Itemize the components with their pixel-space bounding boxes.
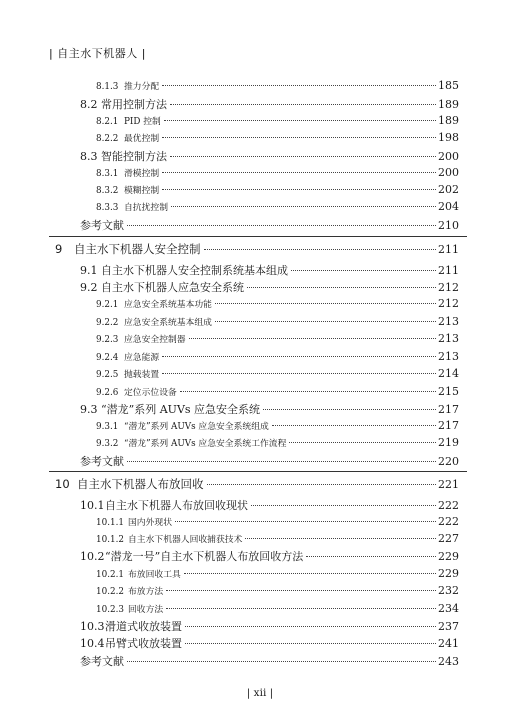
page-number: 241 bbox=[438, 637, 459, 650]
toc-row-8-2-1 bbox=[96, 114, 459, 127]
toc-row-references bbox=[80, 217, 459, 233]
section-number: 8.2.1 bbox=[96, 117, 119, 127]
section-number: 10.2.2 bbox=[96, 587, 124, 597]
page-number: 215 bbox=[438, 385, 459, 398]
section-title: 参考文献 bbox=[80, 655, 124, 668]
chapter-divider bbox=[49, 471, 467, 472]
dot-leader bbox=[291, 270, 436, 271]
dot-leader bbox=[184, 573, 436, 574]
page-number: 217 bbox=[438, 419, 459, 432]
toc-row-10-2-1 bbox=[96, 567, 459, 580]
section-title: “潜龙”系列 AUVs 应急安全系统工作流程 bbox=[124, 439, 287, 449]
dot-leader bbox=[166, 590, 436, 591]
page-number: 198 bbox=[438, 131, 459, 144]
section-title: “潜龙”系列 AUVs 应急安全系统组成 bbox=[124, 422, 269, 432]
page-number: 227 bbox=[438, 532, 459, 545]
section-title: 应急能源 bbox=[124, 353, 160, 363]
section-title: “潜龙”系列 AUVs 应急安全系统 bbox=[101, 403, 261, 416]
page-number: 210 bbox=[438, 219, 459, 232]
section-title: 滑模控制 bbox=[124, 169, 160, 179]
dot-leader bbox=[127, 661, 436, 662]
dot-leader bbox=[162, 189, 436, 190]
dot-leader bbox=[247, 287, 436, 288]
section-number: 8.2 bbox=[80, 98, 98, 111]
toc-row-10-4 bbox=[80, 635, 459, 651]
section-number: 8.3.2 bbox=[96, 186, 119, 196]
page-number: 211 bbox=[438, 264, 459, 277]
toc-row-10-1-2 bbox=[96, 532, 459, 545]
section-number: 9.2.1 bbox=[96, 300, 119, 310]
dot-leader bbox=[263, 409, 436, 410]
chapter-number: 10 bbox=[55, 477, 70, 491]
page-number: 229 bbox=[438, 567, 459, 580]
dot-leader bbox=[306, 556, 436, 557]
toc-row-9-3 bbox=[80, 401, 459, 417]
section-title: 滑道式收放装置 bbox=[105, 620, 182, 633]
toc-row-9-2-4 bbox=[96, 350, 459, 363]
section-title: 应急安全系统基本功能 bbox=[124, 300, 212, 310]
page-number: 222 bbox=[438, 515, 459, 528]
toc-row-8-3-3 bbox=[96, 200, 459, 213]
section-title: 回收方法 bbox=[128, 605, 164, 615]
page-number: 202 bbox=[438, 183, 459, 196]
section-title: 应急安全控制器 bbox=[124, 335, 186, 345]
page-number: 214 bbox=[438, 367, 459, 380]
toc-row-10-2 bbox=[80, 548, 459, 564]
page-number: 211 bbox=[438, 243, 459, 256]
section-number: 9.2.3 bbox=[96, 335, 119, 345]
section-number: 9.2.5 bbox=[96, 370, 119, 380]
toc-row-10-3 bbox=[80, 618, 459, 634]
section-title: 常用控制方法 bbox=[101, 98, 167, 111]
dot-leader bbox=[170, 104, 436, 105]
dot-leader bbox=[127, 461, 436, 462]
section-number: 9.1 bbox=[80, 264, 98, 277]
dot-leader bbox=[170, 156, 436, 157]
section-title: 参考文献 bbox=[80, 219, 124, 232]
section-number: 9.2.4 bbox=[96, 353, 119, 363]
page-number: 200 bbox=[438, 150, 459, 163]
section-title: 自主水下机器人布放回收现状 bbox=[105, 499, 248, 512]
page-number: 222 bbox=[438, 499, 459, 512]
section-title: 布放方法 bbox=[128, 587, 164, 597]
page-number: 220 bbox=[438, 455, 459, 468]
dot-leader bbox=[251, 505, 436, 506]
page-number: 200 bbox=[438, 166, 459, 179]
section-number: 10.2.3 bbox=[96, 605, 124, 615]
dot-leader bbox=[185, 643, 436, 644]
section-title: 参考文献 bbox=[80, 455, 124, 468]
section-number: 10.3 bbox=[80, 620, 105, 633]
section-number: 9.2.2 bbox=[96, 318, 119, 328]
section-title: 定位示位设备 bbox=[124, 388, 177, 398]
section-title: 自主水下机器人安全控制系统基本组成 bbox=[101, 264, 288, 277]
section-title: 抛载装置 bbox=[124, 370, 160, 380]
dot-leader bbox=[162, 172, 436, 173]
dot-leader bbox=[162, 137, 436, 138]
section-number: 9.3 bbox=[80, 403, 98, 416]
page-number: 237 bbox=[438, 620, 459, 633]
page-number: 232 bbox=[438, 584, 459, 597]
page-number: 213 bbox=[438, 315, 459, 328]
toc-row-8-3 bbox=[80, 148, 459, 164]
page-number: 212 bbox=[438, 297, 459, 310]
toc-row-8-3-1 bbox=[96, 166, 459, 179]
toc-row-references bbox=[80, 653, 459, 669]
toc-row-9-2-6 bbox=[96, 385, 459, 398]
toc-row-8-2 bbox=[80, 96, 459, 112]
dot-leader bbox=[162, 356, 436, 357]
toc-row-8-2-2 bbox=[96, 131, 459, 144]
section-number: 8.3.1 bbox=[96, 169, 119, 179]
toc-row-chapter-10 bbox=[55, 476, 459, 492]
section-title: PID 控制 bbox=[124, 117, 161, 127]
toc-row-10-2-2 bbox=[96, 584, 459, 597]
page-number: 204 bbox=[438, 200, 459, 213]
toc-row-9-3-1 bbox=[96, 419, 459, 432]
section-number: 10.1.1 bbox=[96, 518, 124, 528]
page-number: 217 bbox=[438, 403, 459, 416]
page-number: 185 bbox=[438, 79, 459, 92]
toc-row-10-1 bbox=[80, 497, 459, 513]
section-title: 国内外现状 bbox=[128, 518, 172, 528]
page-number: 213 bbox=[438, 332, 459, 345]
dot-leader bbox=[245, 538, 436, 539]
page-number: 219 bbox=[438, 436, 459, 449]
dot-leader bbox=[180, 391, 436, 392]
dot-leader bbox=[127, 225, 436, 226]
section-number: 8.2.2 bbox=[96, 134, 119, 144]
toc-row-10-1-1 bbox=[96, 515, 459, 528]
section-title: 吊臂式收放装置 bbox=[105, 637, 182, 650]
chapter-divider bbox=[49, 236, 467, 237]
dot-leader bbox=[215, 303, 436, 304]
dot-leader bbox=[171, 206, 436, 207]
toc-row-references bbox=[80, 453, 459, 469]
toc-row-9-1 bbox=[80, 262, 459, 278]
page-number: 189 bbox=[438, 114, 459, 127]
section-number: 10.1 bbox=[80, 499, 105, 512]
toc-row-8-1-3 bbox=[96, 79, 459, 92]
page-number: 213 bbox=[438, 350, 459, 363]
section-number: 9.3.1 bbox=[96, 422, 119, 432]
section-title: 最优控制 bbox=[124, 134, 160, 144]
section-title: 推力分配 bbox=[124, 82, 160, 92]
section-number: 10.1.2 bbox=[96, 535, 124, 545]
page-folio: | xii | bbox=[246, 687, 274, 699]
section-title: “潜龙一号”自主水下机器人布放回收方法 bbox=[105, 550, 304, 563]
section-title: 智能控制方法 bbox=[101, 150, 167, 163]
dot-leader bbox=[289, 442, 436, 443]
toc-row-chapter-9 bbox=[55, 241, 459, 257]
page-number: 212 bbox=[438, 281, 459, 294]
dot-leader bbox=[164, 120, 436, 121]
section-number: 8.1.3 bbox=[96, 82, 119, 92]
page-number: 229 bbox=[438, 550, 459, 563]
page-number: 189 bbox=[438, 98, 459, 111]
chapter-title: 自主水下机器人安全控制 bbox=[74, 242, 201, 256]
section-title: 应急安全系统基本组成 bbox=[124, 318, 212, 328]
dot-leader bbox=[189, 338, 436, 339]
toc-row-9-2-3 bbox=[96, 332, 459, 345]
toc-row-9-2-2 bbox=[96, 315, 459, 328]
section-title: 自主水下机器人回收捕获技术 bbox=[128, 535, 243, 545]
section-title: 自抗扰控制 bbox=[124, 203, 168, 213]
section-title: 自主水下机器人应急安全系统 bbox=[101, 281, 244, 294]
page-number: 234 bbox=[438, 602, 459, 615]
toc-row-9-2-5 bbox=[96, 367, 459, 380]
section-number: 8.3.3 bbox=[96, 203, 119, 213]
page-number: 221 bbox=[438, 478, 459, 491]
toc-row-9-2-1 bbox=[96, 297, 459, 310]
dot-leader bbox=[175, 521, 436, 522]
toc-row-9-3-2 bbox=[96, 436, 459, 449]
running-header: | 自主水下机器人 | bbox=[49, 47, 146, 60]
section-title: 模糊控制 bbox=[124, 186, 160, 196]
toc-row-9-2 bbox=[80, 279, 459, 295]
dot-leader bbox=[162, 85, 436, 86]
section-number: 9.3.2 bbox=[96, 439, 119, 449]
section-number: 10.2.1 bbox=[96, 570, 124, 580]
dot-leader bbox=[207, 484, 437, 485]
section-number: 8.3 bbox=[80, 150, 98, 163]
toc-row-10-2-3 bbox=[96, 602, 459, 615]
dot-leader bbox=[166, 608, 436, 609]
section-title: 布放回收工具 bbox=[128, 570, 181, 580]
dot-leader bbox=[272, 425, 436, 426]
toc-row-8-3-2 bbox=[96, 183, 459, 196]
page-number: 243 bbox=[438, 655, 459, 668]
dot-leader bbox=[215, 321, 436, 322]
dot-leader bbox=[185, 626, 436, 627]
chapter-number: 9 bbox=[55, 242, 63, 256]
dot-leader bbox=[162, 373, 436, 374]
dot-leader bbox=[204, 249, 437, 250]
section-number: 10.4 bbox=[80, 637, 105, 650]
section-number: 10.2 bbox=[80, 550, 105, 563]
section-number: 9.2 bbox=[80, 281, 98, 294]
chapter-title: 自主水下机器人布放回收 bbox=[77, 477, 204, 491]
section-number: 9.2.6 bbox=[96, 388, 119, 398]
